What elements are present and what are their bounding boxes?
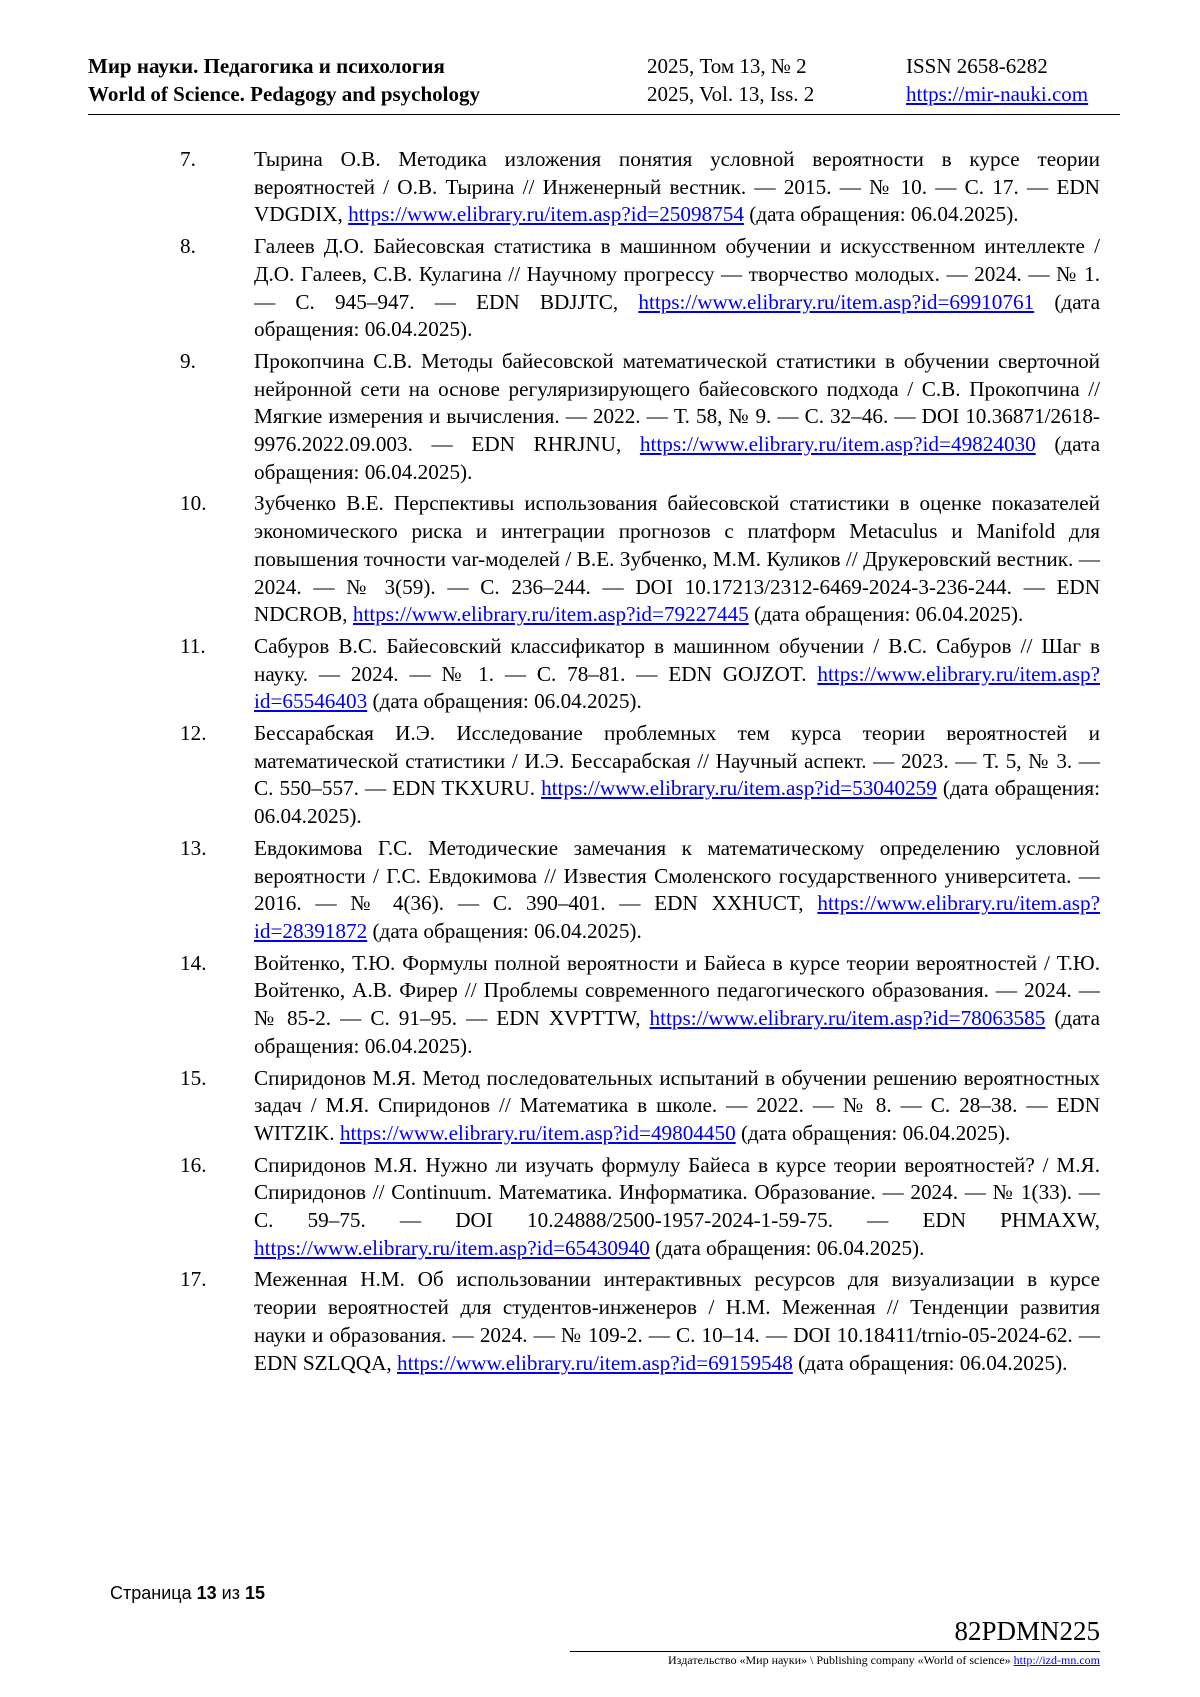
reference-access-date: (дата обращения: 06.04.2025). bbox=[735, 1120, 1011, 1145]
reference-access-date: (дата обращения: 06.04.2025). bbox=[254, 776, 1100, 829]
issn-info bbox=[906, 52, 1088, 108]
footer-divider bbox=[570, 1651, 1100, 1652]
reference-number: 12. bbox=[180, 721, 207, 746]
journal-title bbox=[88, 52, 480, 108]
reference-item bbox=[180, 348, 1100, 487]
reference-text bbox=[254, 233, 1100, 344]
reference-item bbox=[180, 950, 1100, 1061]
reference-item bbox=[180, 233, 1100, 344]
reference-access-date: (дата обращения: 06.04.2025). bbox=[748, 602, 1024, 627]
reference-number: 10. bbox=[180, 491, 207, 516]
publisher-line bbox=[668, 1653, 1100, 1668]
issue-info bbox=[647, 52, 814, 108]
reference-text bbox=[254, 1152, 1100, 1263]
journal-site-link[interactable]: https://mir-nauki.com bbox=[906, 82, 1089, 106]
page-number: 13 bbox=[196, 1583, 217, 1603]
reference-text bbox=[254, 1266, 1100, 1377]
page-total: 15 bbox=[244, 1583, 266, 1603]
page-word: Страница bbox=[110, 1583, 192, 1603]
reference-citation: Тырина О.В. Методика изложения понятия условной вероятности в курсе теории вероятностей / О.В. Тырина // Инженерный вестник. — 2015. — № 10. — С. 17. — EDN VDGDIX, bbox=[254, 147, 1100, 227]
reference-link[interactable]: https://www.elibrary.ru/item.asp?id=79227445 bbox=[352, 602, 749, 627]
reference-citation: Зубченко В.Е. Перспективы использования байесовской статистики в оценке показателей экономического риска и интеграции прогнозов с платформ Metaculus и Manifold для повышения точности var-моделей / В.Е. Зубченко, М.М. Куликов // Друкеровский вестник. — 2024. — № 3(59). — С. 236–244. — DOI 10.17213/2312-6469-2024-3-236-244. — EDN NDCROB, bbox=[254, 491, 1100, 627]
reference-link[interactable]: https://www.elibrary.ru/item.asp?id=49824030 bbox=[639, 432, 1036, 457]
reference-text bbox=[254, 633, 1100, 716]
journal-title-ru: Мир науки. Педагогика и психология bbox=[88, 54, 445, 78]
reference-access-date: (дата обращения: 06.04.2025). bbox=[649, 1235, 925, 1260]
reference-text bbox=[254, 348, 1100, 487]
reference-link[interactable]: https://www.elibrary.ru/item.asp?id=69910761 bbox=[638, 289, 1035, 314]
reference-item bbox=[180, 1065, 1100, 1148]
reference-citation: Евдокимова Г.С. Методические замечания к математическому определению условной вероятности / Г.С. Евдокимова // Известия Смоленского государственного университета. — 2016. — № 4(36). — С. 390–401. — EDN XXHUCT, bbox=[254, 835, 1100, 916]
reference-number: 15. bbox=[180, 1065, 207, 1090]
reference-list bbox=[180, 146, 1100, 1381]
issue-ru: 2025, Том 13, № 2 bbox=[647, 54, 807, 78]
reference-number: 16. bbox=[180, 1152, 207, 1177]
reference-text bbox=[254, 1065, 1100, 1148]
reference-link[interactable]: https://www.elibrary.ru/item.asp?id=53040259 bbox=[541, 776, 937, 801]
reference-access-date: (дата обращения: 06.04.2025). bbox=[254, 289, 1100, 342]
reference-link[interactable]: https://www.elibrary.ru/item.asp?id=78063585 bbox=[649, 1006, 1046, 1031]
reference-item bbox=[180, 835, 1100, 946]
reference-item bbox=[180, 1152, 1100, 1263]
reference-citation: Галеев Д.О. Байесовская статистика в машинном обучении и искусственном интеллекте / Д.О. Галеев, С.В. Кулагина // Научному прогрессу — творчество молодых. — 2024. — № 1. — С. 945–947. — EDN BDJJTC, bbox=[254, 234, 1100, 314]
reference-number: 14. bbox=[180, 950, 207, 975]
reference-number: 7. bbox=[180, 147, 196, 171]
publisher-link[interactable]: http://izd-mn.com bbox=[1013, 1653, 1100, 1667]
publisher-text: Издательство «Мир науки» \ Publishing company «World of science» bbox=[668, 1653, 1014, 1667]
reference-citation: Бессарабская И.Э. Исследование проблемных тем курса теории вероятностей и математической статистики / И.Э. Бессарабская // Научный аспект. — 2023. — Т. 5, № 3. — С. 550–557. — EDN TKXURU. bbox=[254, 721, 1100, 801]
reference-number: 17. bbox=[180, 1267, 207, 1292]
of-word: из bbox=[221, 1583, 240, 1603]
reference-text bbox=[254, 950, 1100, 1061]
page-header bbox=[88, 52, 1120, 115]
reference-citation: Спиридонов М.Я. Нужно ли изучать формулу Байеса в курсе теории вероятностей? / М.Я. Спиридонов // Continuum. Математика. Информатика. Образование. — 2024. — № 1(33). — С. 59–75. — DOI 10.24888/2500-1957-2024-1-59-75. — EDN PHMAXW, bbox=[254, 1152, 1100, 1233]
reference-text bbox=[254, 720, 1100, 831]
reference-citation: Спиридонов М.Я. Метод последовательных испытаний в обучении решению вероятностных задач / М.Я. Спиридонов // Математика в школе. — 2022. — № 8. — С. 28–38. — EDN WITZIK. bbox=[254, 1065, 1100, 1145]
reference-number: 8. bbox=[180, 234, 196, 259]
issn: ISSN 2658-6282 bbox=[906, 54, 1048, 78]
reference-access-date: (дата обращения: 06.04.2025). bbox=[792, 1350, 1068, 1375]
reference-access-date: (дата обращения: 06.04.2025). bbox=[367, 689, 642, 714]
reference-citation: Прокопчина С.В. Методы байесовской математической статистики в обучении сверточной нейронной сети на основе регуляризирующего байесовского подхода / С.В. Прокопчина // Мягкие измерения и вычисления. — 2022. — Т. 58, № 9. — С. 32–46. — DOI 10.36871/2618-9976.2022.09.003. — EDN RHRJNU, bbox=[254, 348, 1100, 457]
reference-link[interactable]: https://www.elibrary.ru/item.asp?id=65430940 bbox=[254, 1235, 650, 1260]
reference-number: 13. bbox=[180, 835, 207, 860]
reference-link[interactable]: https://www.elibrary.ru/item.asp?id=65546403 bbox=[254, 661, 1100, 714]
reference-text bbox=[254, 835, 1100, 946]
reference-access-date: (дата обращения: 06.04.2025). bbox=[254, 1006, 1100, 1058]
reference-item bbox=[180, 146, 1100, 229]
reference-citation: Меженная Н.М. Об использовании интерактивных ресурсов для визуализации в курсе теории вероятностей для студентов-инженеров / Н.М. Меженная // Тенденции развития науки и образования. — 2024. — № 109-2. — С. 10–14. — DOI 10.18411/trnio-05-2024-62. — EDN SZLQQA, bbox=[254, 1267, 1100, 1375]
reference-text bbox=[254, 146, 1100, 229]
reference-item bbox=[180, 490, 1100, 629]
reference-link[interactable]: https://www.elibrary.ru/item.asp?id=49804450 bbox=[339, 1120, 736, 1145]
reference-citation: Сабуров В.С. Байесовский классификатор в машинном обучении / В.С. Сабуров // Шаг в науку. — 2024. — № 1. — С. 78–81. — EDN GOJZOT. bbox=[254, 633, 1100, 686]
page-counter bbox=[110, 1583, 265, 1604]
reference-access-date: (дата обращения: 06.04.2025). bbox=[743, 202, 1019, 227]
reference-citation: Войтенко, Т.Ю. Формулы полной вероятности и Байеса в курсе теории вероятностей / Т.Ю. Войтенко, А.В. Фирер // Проблемы современного педагогического образования. — 2024. — № 85-2. — С. 91–95. — EDN XVPTTW, bbox=[254, 950, 1100, 1031]
reference-number: 11. bbox=[180, 633, 206, 658]
journal-title-en: World of Science. Pedagogy and psychology bbox=[88, 82, 481, 106]
reference-item bbox=[180, 633, 1100, 716]
reference-text bbox=[254, 490, 1100, 629]
article-code: 82PDMN225 bbox=[954, 1616, 1100, 1646]
reference-item bbox=[180, 1266, 1100, 1377]
reference-item bbox=[180, 720, 1100, 831]
reference-number: 9. bbox=[180, 348, 196, 373]
reference-link[interactable]: https://www.elibrary.ru/item.asp?id=69159548 bbox=[397, 1350, 793, 1375]
reference-access-date: (дата обращения: 06.04.2025). bbox=[254, 432, 1100, 484]
reference-link[interactable]: https://www.elibrary.ru/item.asp?id=28391872 bbox=[254, 891, 1100, 943]
reference-link[interactable]: https://www.elibrary.ru/item.asp?id=25098754 bbox=[348, 202, 744, 227]
reference-access-date: (дата обращения: 06.04.2025). bbox=[367, 918, 642, 943]
issue-en: 2025, Vol. 13, Iss. 2 bbox=[647, 82, 815, 106]
